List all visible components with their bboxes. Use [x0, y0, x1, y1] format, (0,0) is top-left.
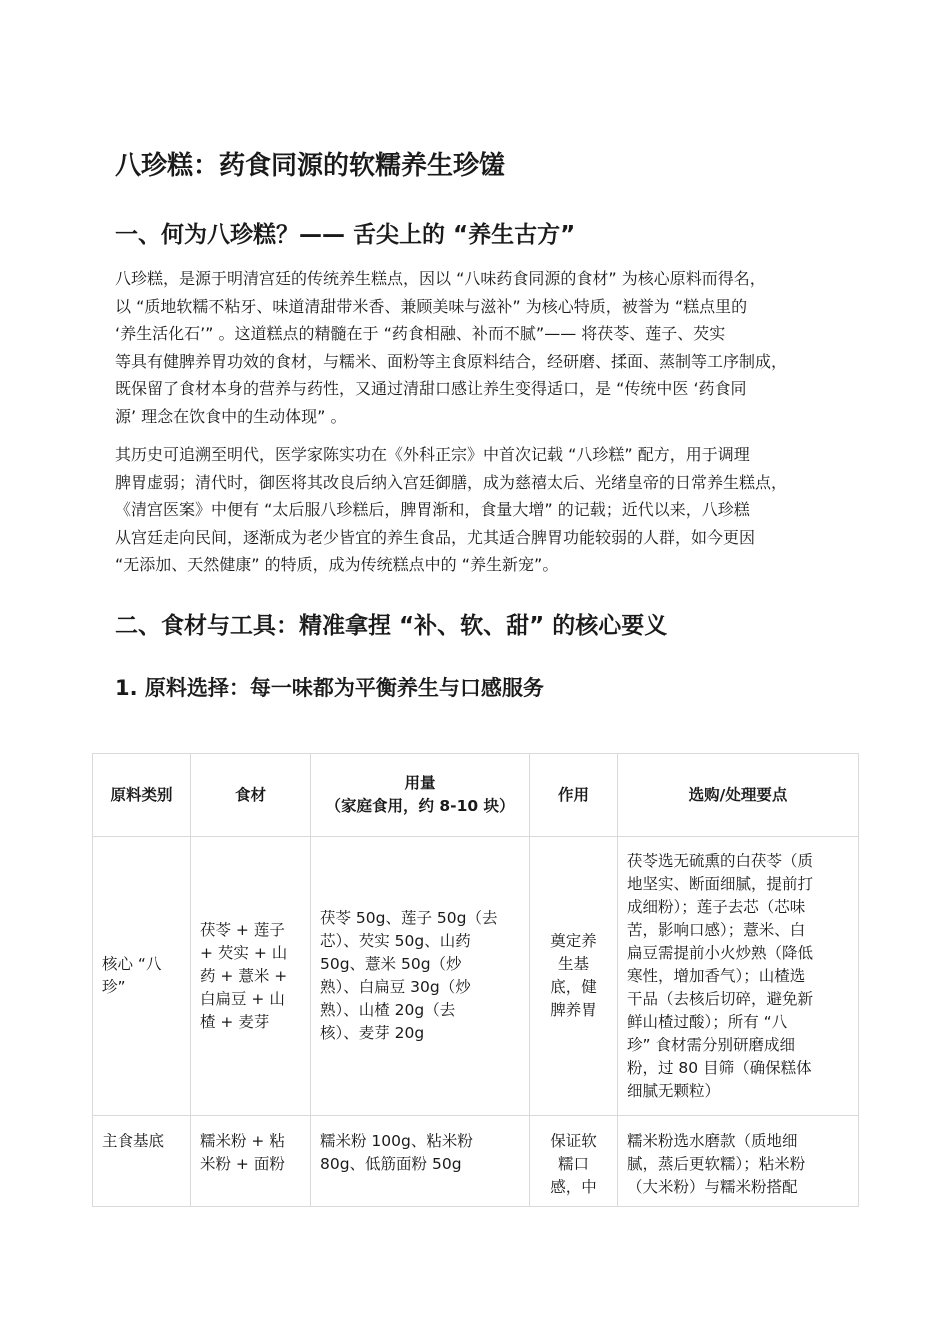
page-title: 八珍糕：药食同源的软糯养生珍馐	[115, 151, 506, 181]
cell-line: 白扁豆 + 山	[200, 989, 285, 1008]
section1-heading: 一、何为八珍糕？—— 舌尖上的 “养生古方”	[115, 222, 576, 248]
cell-line: 茯苓 + 莲子	[200, 920, 285, 939]
section2-subheading: 1. 原料选择：每一味都为平衡养生与口感服务	[115, 676, 544, 700]
header-category: 原料类别	[93, 754, 191, 837]
ingredients-table	[92, 753, 859, 1207]
cell-line: 寒性，增加香气）；山楂选	[627, 966, 806, 985]
cell-line: 珍”	[102, 978, 126, 996]
cell-line: 药 + 薏米 +	[200, 966, 288, 985]
section1-paragraph-2	[115, 441, 850, 579]
cell-line: 核）、麦芽 20g	[320, 1024, 425, 1042]
cell-line: 糯米粉 100g、粘米粉	[320, 1132, 473, 1150]
cell-ingredient	[191, 1116, 311, 1207]
table-row	[93, 837, 859, 1116]
cell-ingredient	[191, 837, 311, 1116]
cell-effect	[530, 837, 618, 1116]
header-tips: 选购/处理要点	[618, 754, 859, 837]
cell-line: 核心 “八	[102, 955, 162, 973]
paragraph-line: 等具有健脾养胃功效的食材，与糯米、面粉等主食原料结合，经研磨、揉面、蒸制等工序制成，	[115, 351, 788, 371]
table-row	[93, 1116, 859, 1207]
cell-line: + 芡实 + 山	[200, 943, 288, 962]
header-amount-line2: （家庭食用，约 8-10 块）	[325, 797, 515, 815]
paragraph-line: ‘养生活化石’” 。这道糕点的精髓在于 “药食相融、补而不腻”—— 将茯苓、莲子、芡实	[115, 324, 726, 344]
cell-line: 细腻无颗粒）	[627, 1081, 721, 1100]
cell-line: 保证软	[550, 1132, 597, 1150]
header-ingredient: 食材	[191, 754, 311, 837]
cell-line: 楂 + 麦芽	[200, 1012, 270, 1031]
cell-line: 米粉 + 面粉	[200, 1155, 285, 1173]
cell-category	[93, 1116, 191, 1207]
cell-line: 底，健	[550, 978, 597, 996]
paragraph-line: 八珍糕，是源于明清宫廷的传统养生糕点，因以 “八味药食同源的食材” 为核心原料而得名，	[115, 269, 766, 288]
cell-line: 糯口	[557, 1155, 589, 1173]
section2-heading: 二、食材与工具：精准拿捏 “补、软、甜” 的核心要义	[115, 613, 668, 639]
paragraph-line: 从宫廷走向民间，逐渐成为老少皆宜的养生食品，尤其适合脾胃功能较弱的人群，如今更因	[115, 527, 756, 547]
cell-line: 茯苓 50g、莲子 50g（去	[320, 909, 498, 927]
paragraph-line: 脾胃虚弱；清代时，御医将其改良后纳入宫廷御膳，成为慈禧太后、光绪皇帝的日常养生糕点，	[115, 472, 788, 492]
cell-line: 80g、低筋面粉 50g	[320, 1155, 462, 1173]
cell-tips	[618, 837, 859, 1116]
cell-line: 扁豆需提前小火炒熟（降低	[627, 943, 814, 962]
cell-line: 茯苓选无硫熏的白茯苓（质	[627, 851, 814, 870]
cell-line: 脾养胃	[550, 1001, 597, 1019]
cell-line: 腻，蒸后更软糯）；粘米粉	[627, 1155, 806, 1173]
paragraph-line: 既保留了食材本身的营养与药性，又通过清甜口感让养生变得适口，是 “传统中医 ‘药食同	[115, 379, 747, 399]
cell-line: 地坚实、断面细腻，提前打	[627, 874, 814, 893]
section1-paragraph-1	[115, 265, 850, 431]
cell-amount	[311, 837, 530, 1116]
cell-line: 糯米粉 + 粘	[200, 1132, 285, 1150]
cell-line: （大米粉）与糯米粉搭配	[627, 1178, 798, 1196]
header-effect: 作用	[530, 754, 618, 837]
cell-line: 主食基底	[102, 1132, 165, 1150]
paragraph-line: 《清宫医案》中便有 “太后服八珍糕后，脾胃渐和，食量大增” 的记载；近代以来，八珍糕	[115, 500, 750, 520]
header-amount-line1: 用量	[404, 774, 436, 792]
cell-line: 熟）、山楂 20g（去	[320, 1001, 456, 1019]
paragraph-line: 以 “质地软糯不粘牙、味道清甜带米香、兼顾美味与滋补” 为核心特质，被誉为 “糕点里的	[115, 296, 748, 316]
cell-category	[93, 837, 191, 1116]
cell-line: 成细粉）；莲子去芯（芯味	[627, 897, 806, 916]
header-amount	[311, 754, 530, 837]
cell-line: 生基	[557, 955, 589, 973]
cell-line: 糯米粉选水磨款（质地细	[627, 1132, 798, 1150]
cell-line: 鲜山楂过酸）；所有 “八	[627, 1012, 788, 1031]
cell-line: 50g、薏米 50g（炒	[320, 955, 462, 973]
cell-amount	[311, 1116, 530, 1207]
cell-line: 奠定养	[550, 932, 597, 950]
table-viewport	[92, 753, 860, 1208]
cell-line: 感，中	[550, 1178, 597, 1196]
table-header-row	[93, 754, 859, 837]
cell-line: 干品（去核后切碎，避免新	[627, 989, 814, 1008]
cell-tips	[618, 1116, 859, 1207]
cell-line: 粉，过 80 目筛（确保糕体	[627, 1058, 812, 1077]
cell-line: 珍” 食材需分别研磨成细	[627, 1035, 795, 1054]
cell-line: 熟）、白扁豆 30g（炒	[320, 978, 471, 996]
cell-line: 芯）、芡实 50g、山药	[320, 932, 471, 950]
paragraph-line: 源’ 理念在饮食中的生动体现” 。	[115, 406, 347, 426]
cell-effect	[530, 1116, 618, 1207]
paragraph-line: 其历史可追溯至明代，医学家陈实功在《外科正宗》中首次记载 “八珍糕” 配方，用于调理	[115, 445, 750, 464]
cell-line: 苦，影响口感）；薏米、白	[627, 920, 806, 939]
paragraph-line: “无添加、天然健康” 的特质，成为传统糕点中的 “养生新宠”。	[115, 555, 559, 575]
